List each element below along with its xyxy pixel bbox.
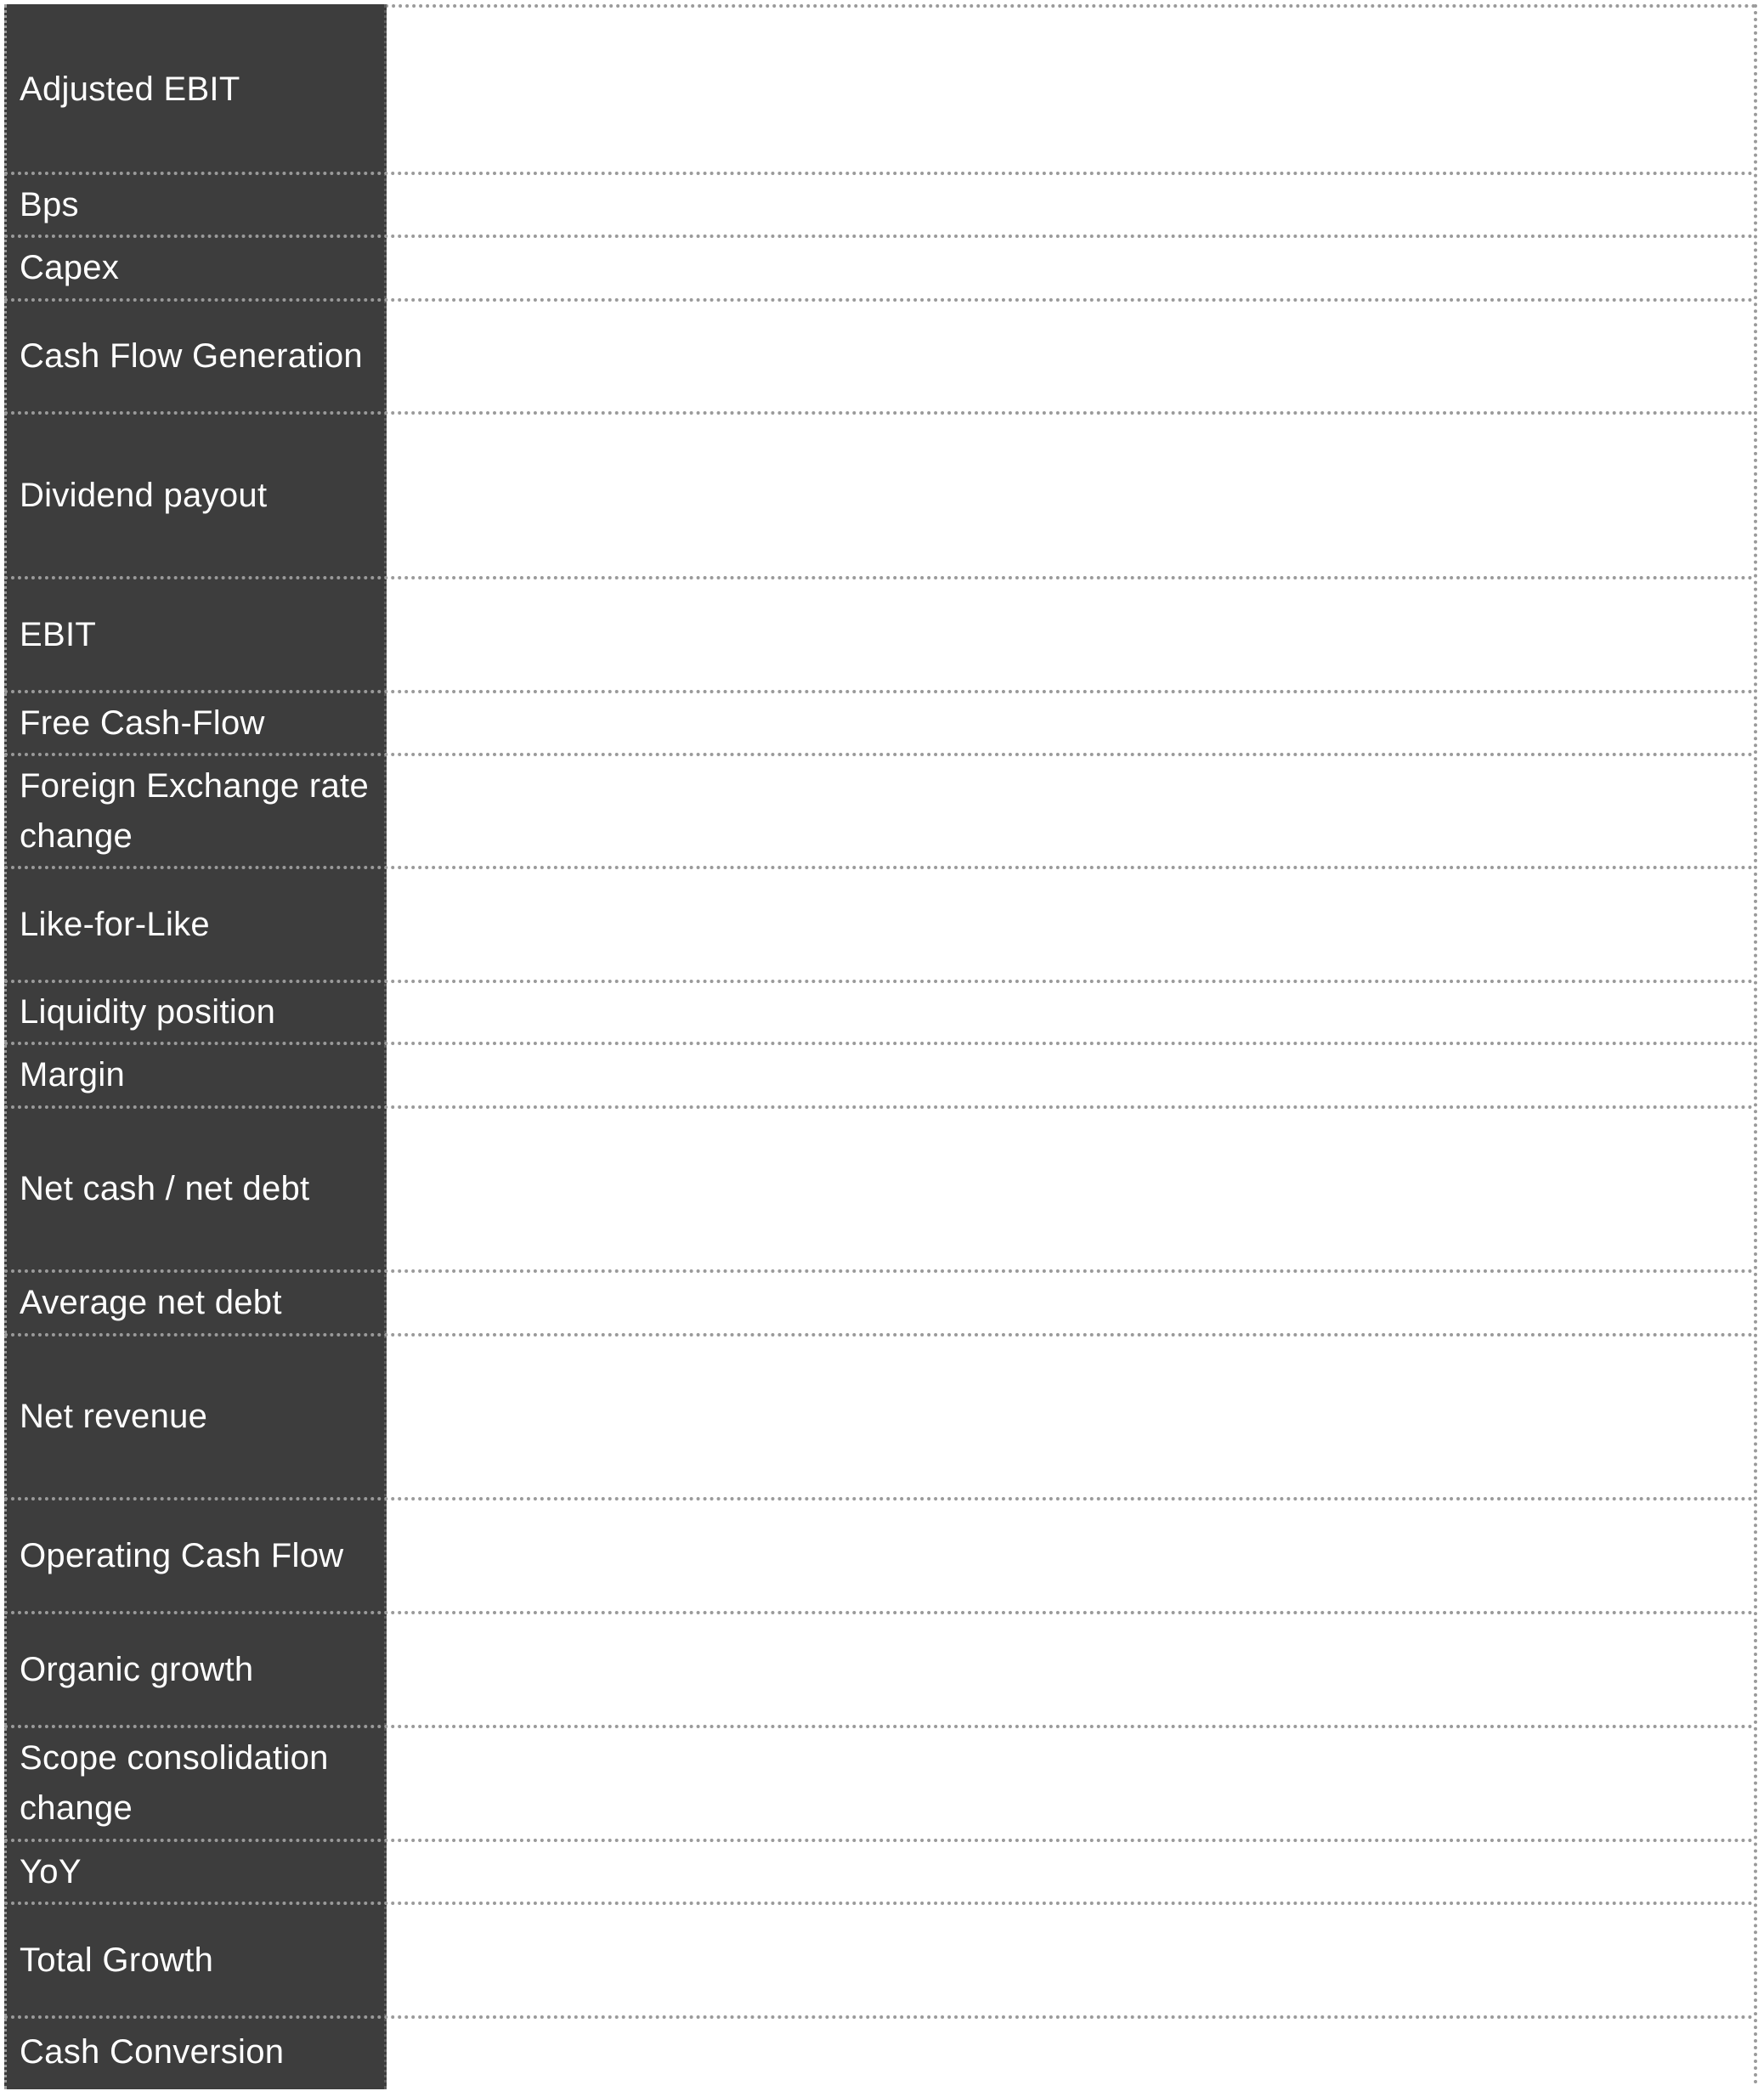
glossary-definition	[390, 8, 1754, 172]
glossary-term: Organic growth	[20, 1650, 254, 1688]
glossary-row-capex	[4, 238, 1754, 302]
glossary-term: Scope consolidation change	[20, 1739, 329, 1827]
glossary-term: Average net debt	[20, 1284, 282, 1321]
glossary-row-free-cash-flow	[4, 693, 1754, 756]
glossary-definition	[390, 1905, 1754, 2015]
glossary-term: EBIT	[20, 615, 97, 653]
glossary-definition	[390, 1614, 1754, 1725]
glossary-row-bps	[4, 175, 1754, 238]
glossary-row-liquidity-position	[4, 983, 1754, 1045]
glossary-term: YoY	[20, 1852, 82, 1890]
glossary-row-yoy	[4, 1842, 1754, 1905]
glossary-definition	[390, 983, 1754, 1042]
glossary-definition	[390, 1109, 1754, 1269]
glossary-term: Net cash / net debt	[20, 1170, 310, 1207]
glossary-definition	[390, 1273, 1754, 1333]
glossary-term: Like-for-Like	[20, 905, 210, 943]
glossary-row-average-net-debt	[4, 1273, 1754, 1337]
glossary-term: Cash Flow Generation	[20, 337, 363, 375]
glossary-term: Net revenue	[20, 1398, 208, 1435]
glossary-definition	[390, 693, 1754, 753]
glossary-term: Capex	[20, 249, 120, 286]
glossary-row-net-revenue	[4, 1337, 1754, 1500]
glossary-definition	[390, 1045, 1754, 1105]
glossary-row-like-for-like	[4, 869, 1754, 983]
glossary-term: Margin	[20, 1056, 126, 1094]
glossary-definition	[390, 238, 1754, 298]
glossary-row-margin	[4, 1045, 1754, 1109]
glossary-term: Foreign Exchange rate change	[20, 766, 369, 855]
glossary-definition	[390, 302, 1754, 411]
glossary-definition	[390, 1728, 1754, 1839]
glossary-term: Total Growth	[20, 1941, 214, 1979]
glossary-term: Dividend payout	[20, 476, 268, 514]
glossary-definition	[390, 2019, 1754, 2086]
glossary-row-net-cash-net-debt	[4, 1109, 1754, 1273]
glossary-definition	[390, 415, 1754, 576]
glossary-term: Free Cash-Flow	[20, 704, 265, 742]
glossary-row-dividend-payout	[4, 415, 1754, 579]
glossary-definition	[390, 869, 1754, 980]
glossary-row-operating-cash-flow	[4, 1500, 1754, 1614]
glossary-row-foreign-exchange	[4, 756, 1754, 869]
glossary-table	[4, 4, 1757, 2086]
glossary-definition	[390, 175, 1754, 235]
glossary-term: Operating Cash Flow	[20, 1536, 344, 1574]
glossary-term: Cash Conversion	[20, 2033, 285, 2071]
glossary-row-ebit	[4, 579, 1754, 693]
glossary-definition	[390, 579, 1754, 690]
glossary-row-organic-growth	[4, 1614, 1754, 1728]
glossary-row-scope-consolidation	[4, 1728, 1754, 1842]
glossary-definition	[390, 1842, 1754, 1902]
glossary-definition	[390, 1500, 1754, 1611]
glossary-row-cash-flow-generation	[4, 302, 1754, 415]
glossary-row-adjusted-ebit	[4, 8, 1754, 175]
glossary-definition	[390, 1337, 1754, 1497]
glossary-row-cash-conversion	[4, 2019, 1754, 2086]
glossary-term: Liquidity position	[20, 993, 276, 1031]
glossary-definition	[390, 756, 1754, 866]
glossary-term: Bps	[20, 185, 79, 223]
glossary-row-total-growth	[4, 1905, 1754, 2019]
glossary-term: Adjusted EBIT	[20, 71, 240, 108]
